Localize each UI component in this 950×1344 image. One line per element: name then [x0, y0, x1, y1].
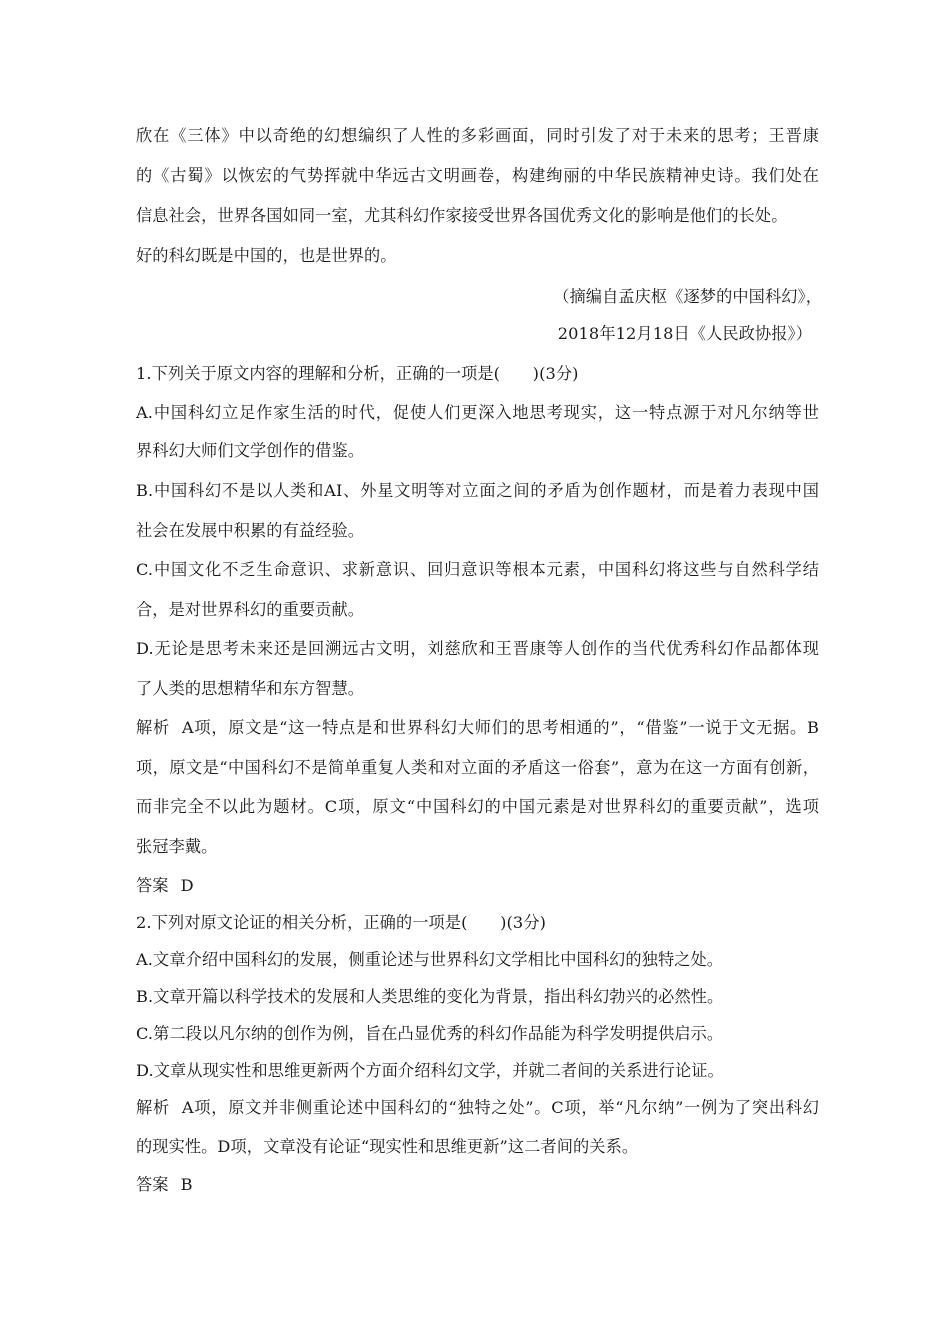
q2-option-c: C.第二段以凡尔纳的创作为例，旨在凸显优秀的科幻作品能为科学发明提供启示。	[136, 1024, 724, 1043]
q2-analysis	[136, 1098, 819, 1118]
passage-line: 信息社会，世界各国如同一室，尤其科幻作家接受世界各国优秀文化的影响是他们的长处。	[136, 206, 788, 225]
q1-option-c: 合，是对世界科幻的重要贡献。	[136, 600, 365, 619]
q1-analysis	[136, 718, 819, 738]
answer-value: D	[180, 876, 194, 895]
q1-option-c: C.中国文化不乏生命意识、求新意识、回归意识等根本元素，中国科幻将这些与自然科学结	[136, 560, 819, 579]
q2-analysis: 的现实性。D项，文章没有论证“现实性和思维更新”这二者间的关系。	[136, 1137, 639, 1156]
q1-analysis: 项，原文是“中国科幻不是简单重复人类和对立面的矛盾这一俗套”，意为在这一方面有创新，	[136, 758, 819, 777]
question-1-stem: 1.下列关于原文内容的理解和分析，正确的一项是( )(3分)	[136, 364, 579, 383]
q1-option-d: D.无论是思考未来还是回溯远古文明，刘慈欣和王晋康等人创作的当代优秀科幻作品都体现	[136, 639, 819, 658]
question-2-stem: 2.下列对原文论证的相关分析，正确的一项是( )(3分)	[136, 913, 547, 932]
q2-option-d: D.文章从现实性和思维更新两个方面介绍科幻文学，并就二者间的关系进行论证。	[136, 1061, 724, 1080]
q2-answer	[136, 1175, 193, 1195]
passage-line: 好的科幻既是中国的，也是世界的。	[136, 246, 397, 265]
q1-option-a: A.中国科幻立足作家生活的时代，促使人们更深入地思考现实，这一特点源于对凡尔纳等世	[136, 403, 819, 422]
analysis-label: 解析	[136, 1098, 170, 1117]
q2-option-b: B.文章开篇以科学技术的发展和人类思维的变化为背景，指出科幻勃兴的必然性。	[136, 987, 724, 1006]
q1-answer	[136, 876, 194, 896]
q1-option-b: 社会在发展中积累的有益经验。	[136, 521, 365, 540]
analysis-text: A项，原文并非侧重论述中国科幻的“独特之处”。C项，举“凡尔纳”一例为了突出科幻	[181, 1098, 819, 1117]
q1-option-b: B.中国科幻不是以人类和AI、外星文明等对立面之间的矛盾为创作题材，而是着力表现中国	[136, 481, 819, 500]
q1-analysis: 而非完全不以此为题材。C项，原文“中国科幻的中国元素是对世界科幻的重要贡献”，选项	[136, 797, 819, 816]
passage-line: 的《古蜀》以恢宏的气势挥就中华远古文明画卷，构建绚丽的中华民族精神史诗。我们处在	[136, 166, 819, 185]
analysis-text: A项，原文是“这一特点是和世界科幻大师们的思考相通的”，“借鉴”一说于文无据。B	[181, 718, 820, 737]
answer-label: 答案	[136, 1175, 169, 1194]
analysis-label: 解析	[136, 718, 170, 737]
source-date: 2018年12月18日《人民政协报》）	[557, 324, 812, 343]
answer-label: 答案	[136, 876, 169, 895]
q1-analysis: 张冠李戴。	[136, 837, 218, 856]
source-citation: （摘编自孟庆枢《逐梦的中国科幻》，	[553, 287, 822, 306]
q1-option-a: 界科幻大师们文学创作的借鉴。	[136, 441, 365, 460]
q2-option-a: A.文章介绍中国科幻的发展，侧重论述与世界科幻文学相比中国科幻的独特之处。	[136, 950, 724, 969]
answer-value: B	[180, 1175, 193, 1194]
passage-line: 欣在《三体》中以奇绝的幻想编织了人性的多彩画面，同时引发了对于未来的思考；王晋康	[136, 126, 819, 145]
q1-option-d: 了人类的思想精华和东方智慧。	[136, 679, 365, 698]
